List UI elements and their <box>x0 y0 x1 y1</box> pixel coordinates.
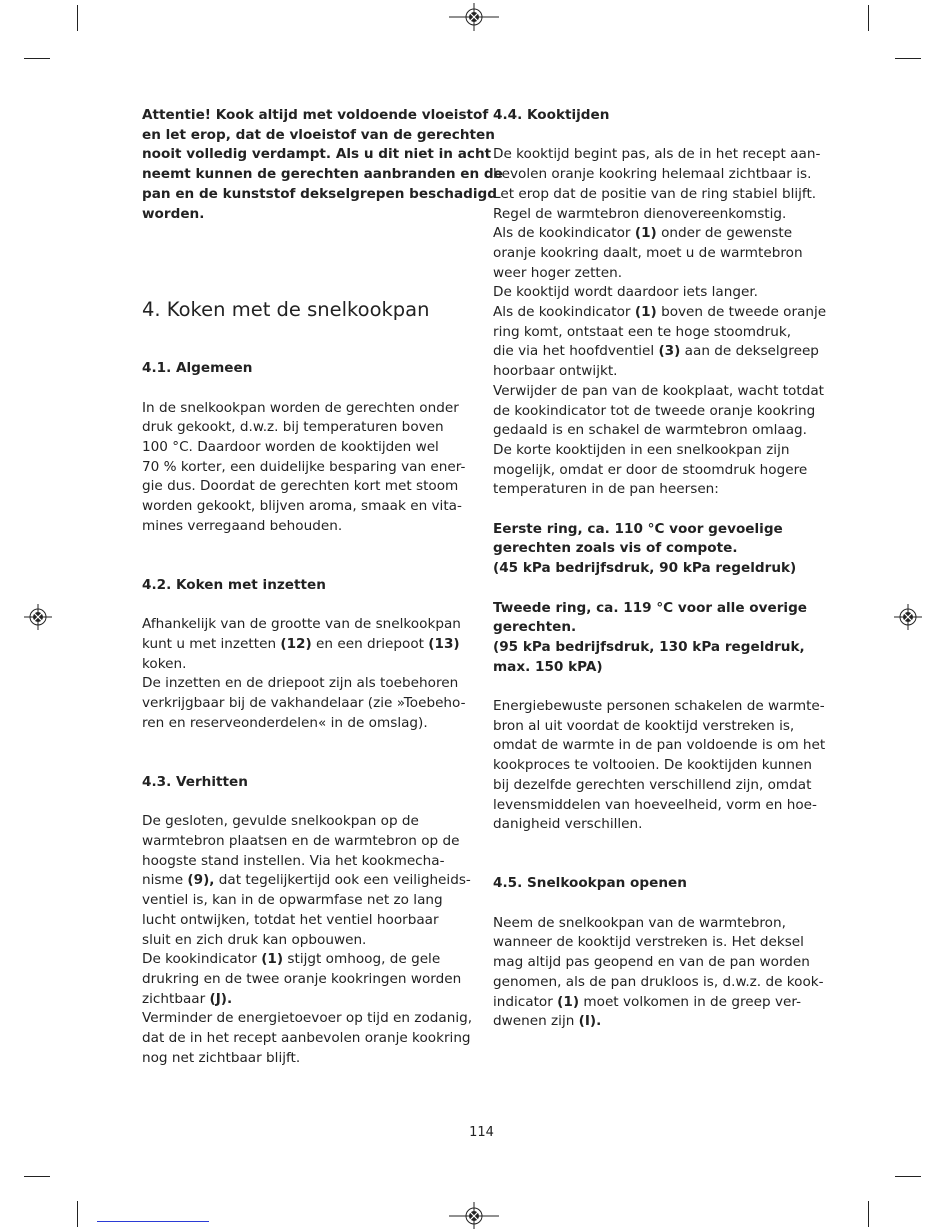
part-reference: (1) <box>261 951 284 968</box>
text-line <box>493 1012 828 1032</box>
part-reference: (1) <box>634 304 657 321</box>
text-line: warmtebron plaatsen en de warmtebron op de <box>142 833 460 850</box>
text-line <box>493 303 828 323</box>
chapter-title: 4. Koken met de snelkookpan <box>142 298 430 322</box>
text-line: Attentie! Kook altijd met voldoende vloeistof <box>142 107 489 123</box>
text-line: Verwijder de pan van de kookplaat, wacht totdat <box>493 382 824 399</box>
registration-mark-icon <box>24 604 52 630</box>
text-line: hoogste stand instellen. Via het kookmecha- <box>142 852 445 869</box>
section-body-4-2 <box>142 615 472 733</box>
text-line: (95 kPa bedrijfsdruk, 130 kPa regeldruk, <box>493 638 805 655</box>
text-line: Let erop dat de positie van de ring stabiel blijft. <box>493 185 817 202</box>
text-line <box>142 635 472 655</box>
text-line: mogelijk, omdat er door de stoomdruk hogere <box>493 461 808 478</box>
section-heading-4-5: 4.5. Snelkookpan openen <box>493 875 687 892</box>
text-line <box>493 342 828 362</box>
text-run: nisme <box>142 872 188 889</box>
part-reference: (12) <box>280 636 312 653</box>
text-run: moet volkomen in de greep ver- <box>579 993 801 1010</box>
text-line: Afhankelijk van de grootte van de snelkookpan <box>142 616 461 633</box>
text-run: De kookindicator <box>142 951 262 968</box>
text-line: dat de in het recept aanbevolen oranje kookring <box>142 1030 471 1047</box>
text-line: drukring en de twee oranje kookringen worden <box>142 970 462 987</box>
text-line: De kooktijd wordt daardoor iets langer. <box>493 284 759 301</box>
crop-mark <box>868 1201 869 1227</box>
text-line: gedaald is en schakel de warmtebron omlaag. <box>493 422 808 439</box>
text-line: ren en reserveonderdelen« in de omslag). <box>142 714 428 731</box>
text-run: en een driepoot <box>311 636 429 653</box>
part-reference: (13) <box>428 636 460 653</box>
registration-mark-icon <box>449 3 499 31</box>
text-run: stijgt omhoog, de gele <box>283 951 441 968</box>
attention-note <box>142 106 503 224</box>
part-reference: (9), <box>187 872 215 889</box>
right-column <box>493 106 828 1032</box>
text-line: lucht ontwijken, totdat het ventiel hoorbaar <box>142 911 439 928</box>
text-line <box>142 950 472 970</box>
text-line: De kooktijd begint pas, als de in het recept aan- <box>493 146 821 163</box>
text-run: Als de kookindicator <box>493 225 635 242</box>
text-line <box>493 993 828 1013</box>
text-line: druk gekookt, d.w.z. bij temperaturen boven <box>142 419 444 436</box>
text-run: dat tegelijkertijd ook een veiligheids- <box>214 872 471 889</box>
text-line: mag altijd pas geopend en van de pan worden <box>493 954 810 971</box>
text-line: In de snelkookpan worden de gerechten onder <box>142 399 459 416</box>
text-run: zichtbaar <box>142 990 210 1007</box>
section-heading-4-1: 4.1. Algemeen <box>142 360 253 377</box>
link-underline <box>97 1221 209 1222</box>
text-line: wanneer de kooktijd verstreken is. Het deksel <box>493 934 804 951</box>
page-number: 114 <box>469 1125 494 1140</box>
text-line: mines verregaand behouden. <box>142 517 343 534</box>
text-line: genomen, als de pan drukloos is, d.w.z. de kook- <box>493 973 824 990</box>
text-run: dwenen zijn <box>493 1013 579 1030</box>
text-line: bron al uit voordat de kooktijd verstreken is, <box>493 717 795 734</box>
text-line: (45 kPa bedrijfsdruk, 90 kPa regeldruk) <box>493 560 797 577</box>
text-line: oranje kookring daalt, moet u de warmtebron <box>493 244 803 261</box>
text-line: pan en de kunststof dekselgrepen beschadigd <box>142 185 497 202</box>
text-line: bevolen oranje kookring helemaal zichtbaar is. <box>493 166 812 183</box>
text-line: max. 150 kPA) <box>493 658 603 675</box>
crop-mark <box>895 1176 921 1177</box>
registration-mark-icon <box>449 1202 499 1229</box>
text-line: nooit volledig verdampt. Als u dit niet in acht <box>142 146 492 163</box>
section-heading-4-4: 4.4. Kooktijden <box>493 107 610 123</box>
section-body-4-4 <box>493 145 828 500</box>
text-line <box>142 990 472 1010</box>
text-line: De inzetten en de driepoot zijn als toebehoren <box>142 675 459 692</box>
crop-mark <box>77 1201 78 1227</box>
text-line: worden gekookt, blijven aroma, smaak en vita- <box>142 498 462 515</box>
part-reference: (1) <box>557 993 580 1010</box>
second-ring-info <box>493 599 828 678</box>
figure-reference: (I). <box>578 1013 602 1030</box>
figure-reference: (J). <box>209 990 233 1007</box>
text-run: onder de gewenste <box>656 225 793 242</box>
first-ring-info <box>493 520 828 579</box>
text-line: gerechten zoals vis of compote. <box>493 540 738 557</box>
text-line: Tweede ring, ca. 119 °C voor alle overige <box>493 599 808 616</box>
text-line: 100 °C. Daardoor worden de kooktijden wel <box>142 439 439 456</box>
text-line: temperaturen in de pan heersen: <box>493 481 719 498</box>
text-line: ring komt, ontstaat een te hoge stoomdruk, <box>493 323 792 340</box>
text-run: kunt u met inzetten <box>142 636 281 653</box>
registration-mark-icon <box>894 604 922 630</box>
text-run: aan de dekselgreep <box>680 343 819 360</box>
text-line: nog net zichtbaar blijft. <box>142 1049 301 1066</box>
text-run: boven de tweede oranje <box>656 304 827 321</box>
section-heading-4-2: 4.2. Koken met inzetten <box>142 576 326 593</box>
text-run: indicator <box>493 993 558 1010</box>
crop-mark <box>895 58 921 59</box>
text-line: levensmiddelen van hoeveelheid, vorm en hoe- <box>493 796 817 813</box>
text-line: De korte kooktijden in een snelkookpan zijn <box>493 441 790 458</box>
text-line: ventiel is, kan in de opwarmfase net zo lang <box>142 892 443 909</box>
text-line: neemt kunnen de gerechten aanbranden en de <box>142 166 503 183</box>
crop-mark <box>24 58 50 59</box>
crop-mark <box>24 1176 50 1177</box>
text-line: Verminder de energietoevoer op tijd en zodanig, <box>142 1010 473 1027</box>
text-line <box>142 871 472 891</box>
text-line: gie dus. Doordat de gerechten kort met stoom <box>142 478 459 495</box>
text-line: hoorbaar ontwijkt. <box>493 363 618 380</box>
energy-tip <box>493 697 828 835</box>
part-reference: (1) <box>634 225 657 242</box>
section-heading-4-3: 4.3. Verhitten <box>142 773 248 790</box>
text-line: de kookindicator tot de tweede oranje kookring <box>493 402 816 419</box>
text-line: Neem de snelkookpan van de warmtebron, <box>493 914 786 931</box>
text-line: omdat de warmte in de pan voldoende is om het <box>493 737 826 754</box>
section-body-4-3 <box>142 812 472 1068</box>
crop-mark <box>77 5 78 31</box>
text-run: die via het hoofdventiel <box>493 343 659 360</box>
text-line: Regel de warmtebron dienovereenkomstig. <box>493 205 787 222</box>
text-run: Als de kookindicator <box>493 304 635 321</box>
text-line: danigheid verschillen. <box>493 816 643 833</box>
text-line: worden. <box>142 205 205 222</box>
text-line: Energiebewuste personen schakelen de warmte- <box>493 698 825 715</box>
text-line: gerechten. <box>493 619 577 636</box>
text-line: De gesloten, gevulde snelkookpan op de <box>142 813 419 830</box>
section-body-4-1 <box>142 399 472 537</box>
crop-mark <box>868 5 869 31</box>
text-line: verkrijgbaar bij de vakhandelaar (zie »Toebeho- <box>142 695 466 712</box>
text-line: en let erop, dat de vloeistof van de gerechten <box>142 126 495 143</box>
text-line: Eerste ring, ca. 110 °C voor gevoelige <box>493 520 783 537</box>
text-line: sluit en zich druk kan opbouwen. <box>142 931 367 948</box>
left-column <box>142 106 503 1068</box>
text-line: bij dezelfde gerechten verschillend zijn, omdat <box>493 776 812 793</box>
section-body-4-5 <box>493 914 828 1032</box>
part-reference: (3) <box>658 343 681 360</box>
text-line: koken. <box>142 655 187 672</box>
text-line: weer hoger zetten. <box>493 264 623 281</box>
text-line: kookproces te voltooien. De kooktijden kunnen <box>493 757 813 774</box>
text-line <box>493 224 828 244</box>
text-line: 70 % korter, een duidelijke besparing van ener- <box>142 458 466 475</box>
